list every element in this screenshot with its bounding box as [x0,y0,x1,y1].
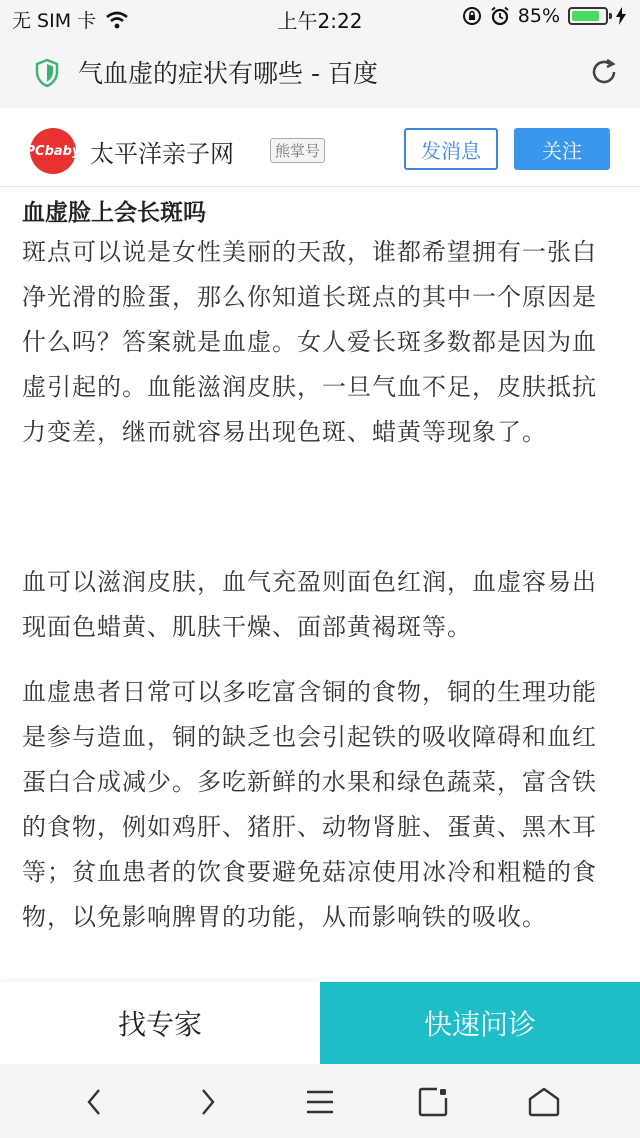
home-icon[interactable] [524,1082,564,1122]
article-paragraph: 血可以滋润皮肤，血气充盈则面色红润，血虚容易出现面色蜡黄、肌肤干燥、面部黄褐斑等。 [22,568,597,641]
url-bar[interactable] [0,34,640,108]
message-button[interactable]: 发消息 [404,128,498,170]
browser-nav-bar [0,1064,640,1138]
tabs-icon[interactable] [413,1082,453,1122]
article-heading: 血虚脸上会长斑吗 [22,200,206,226]
article-paragraph: 斑点可以说是女性美丽的天敌，谁都希望拥有一张白净光滑的脸蛋，那么你知道长斑点的其中一个原因是什么吗？答案就是血虚。女人爱长斑多数都是因为血虚引起的。血能滋润皮肤，一旦气血不足，皮肤抵抗力变差，继而就容易出现色斑、蜡黄等现象了。 [22,238,597,446]
forward-icon[interactable] [188,1082,228,1122]
author-name[interactable]: 太平洋亲子网 [90,140,234,168]
shield-icon [34,58,60,88]
find-expert-button[interactable]: 找专家 [0,982,320,1064]
article-paragraph: 血虚患者日常可以多吃富含铜的食物，铜的生理功能是参与造血，铜的缺乏也会引起铁的吸收障碍和血红蛋白合成减少。多吃新鲜的水果和绿色蔬菜，富含铁的食物，例如鸡肝、猪肝、动物肾脏、蛋黄、黑木耳等；贫血患者的饮食要避免菇凉使用冰冷和粗糙的食物，以免影响脾胃的功能，从而影响铁的吸收。 [22,678,597,931]
clock: 上午2:22 [277,9,363,33]
battery-fill [572,11,599,21]
alarm-icon [490,6,510,26]
page-title: 气血虚的症状有哪些 - 百度 [78,59,378,88]
bottom-action-bar [0,982,640,1064]
carrier-label: 无 SIM 卡 [12,10,97,32]
avatar[interactable]: PCbaby [30,128,76,174]
battery-icon [568,7,608,25]
refresh-icon[interactable] [588,56,620,88]
author-bar [0,108,640,187]
xiongzhang-badge: 熊掌号 [270,138,325,163]
back-icon[interactable] [74,1082,114,1122]
status-bar [0,0,640,34]
battery-percent: 85% [517,5,560,27]
menu-icon[interactable] [300,1082,340,1122]
rotation-lock-icon [462,6,482,26]
article-content [0,186,640,982]
quick-consult-button[interactable]: 快速问诊 [320,982,640,1064]
follow-button[interactable]: 关注 [514,128,610,170]
charging-icon [616,7,626,25]
